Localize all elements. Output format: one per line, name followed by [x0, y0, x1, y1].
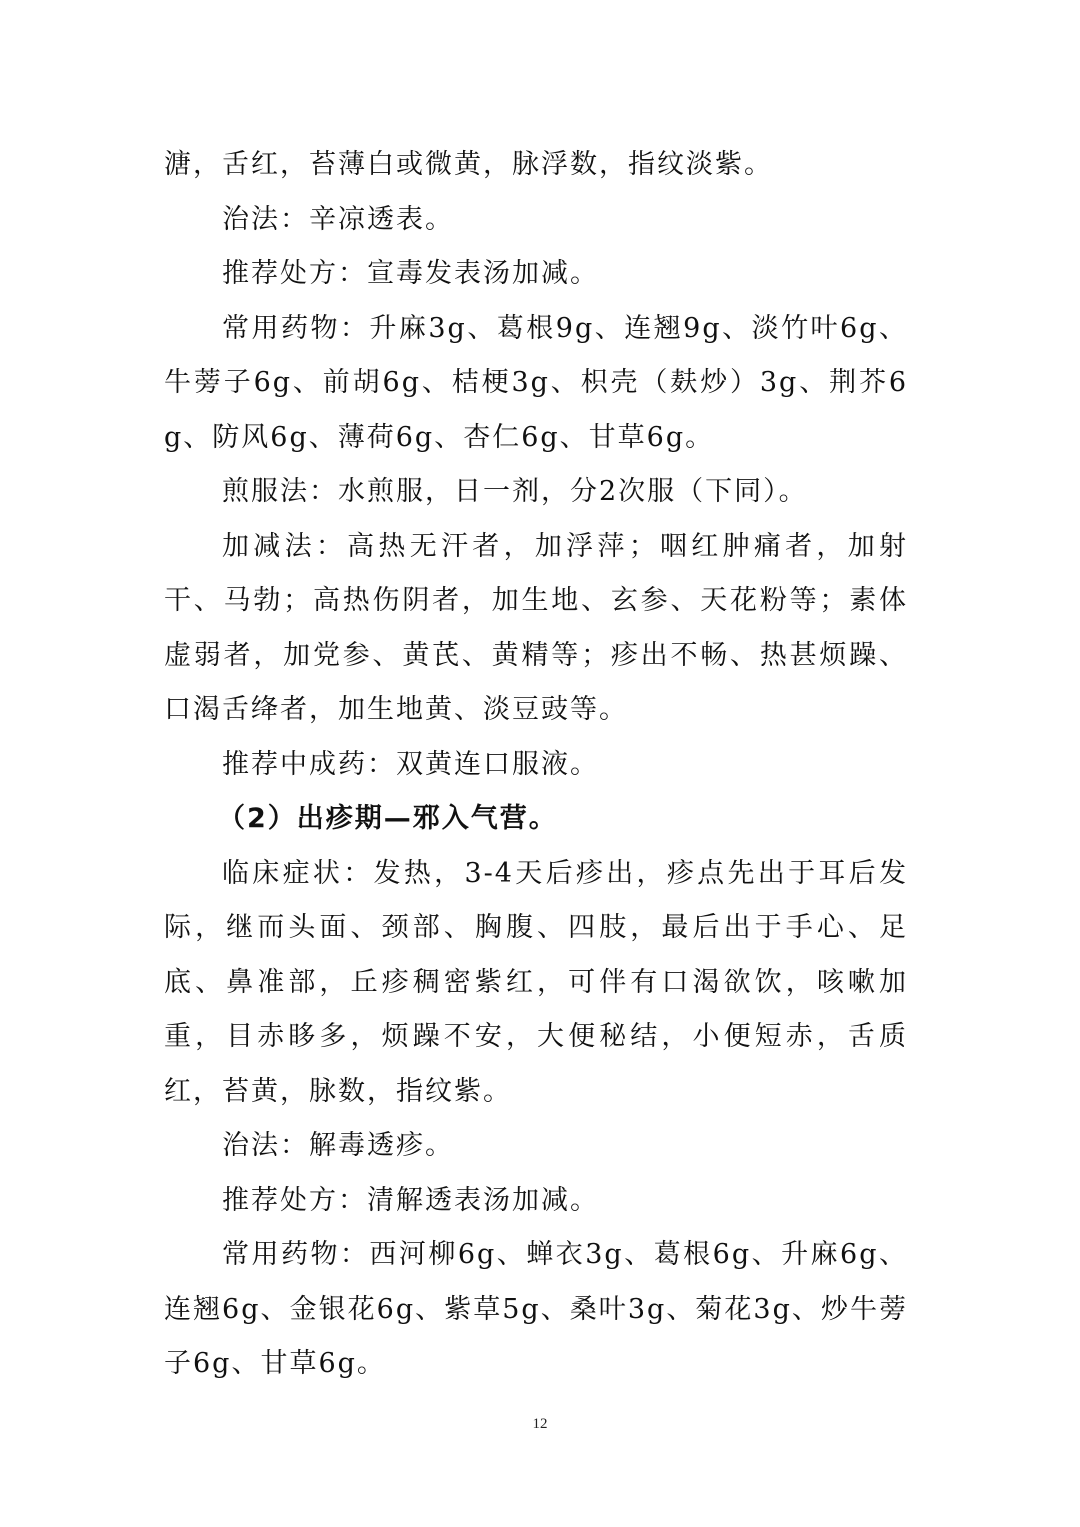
recommended-prescription-paragraph-2: 推荐处方：清解透表汤加减。	[222, 1184, 599, 1216]
document-body	[164, 138, 908, 1392]
common-medicines-paragraph-2: 常用药物：西河柳6g、蝉衣3g、葛根6g、升麻6g、连翘6g、金银花6g、紫草5g、桑叶3g、菊花3g、炒牛蒡子6g、甘草6g。	[164, 1239, 908, 1379]
common-medicines-paragraph: 常用药物：升麻3g、葛根9g、连翘9g、淡竹叶6g、牛蒡子6g、前胡6g、桔梗3g、枳壳（麸炒）3g、荆芥6g、防风6g、薄荷6g、杏仁6g、甘草6g。	[164, 312, 908, 453]
section-heading-rash-stage: （2）出疹期—邪入气营。	[218, 803, 558, 834]
treatment-method-paragraph: 治法：辛凉透表。	[222, 203, 454, 235]
treatment-method-paragraph-2: 治法：解毒透疹。	[222, 1130, 454, 1161]
page-number: 12	[532, 1416, 548, 1432]
decoction-method-paragraph: 煎服法：水煎服，日一剂，分2次服（下同）。	[222, 476, 808, 507]
clinical-symptoms-paragraph: 临床症状：发热，3-4天后疹出，疹点先出于耳后发际，继而头面、颈部、胸腹、四肢，最后出于手心、足底、鼻准部，丘疹稠密紫红，可伴有口渴欲饮，咳嗽加重，目赤眵多，烦躁不安，大便秘结，小便短赤，舌质红，苔黄，脉数，指纹紫。	[164, 857, 908, 1107]
symptom-continuation-paragraph: 溏，舌红，苔薄白或微黄，脉浮数，指纹淡紫。	[164, 149, 773, 180]
modification-paragraph: 加减法：高热无汗者，加浮萍；咽红肿痛者，加射干、马勃；高热伤阴者，加生地、玄参、天花粉等；素体虚弱者，加党参、黄芪、黄精等；疹出不畅、热甚烦躁、口渴舌绛者，加生地黄、淡豆豉等。	[164, 530, 908, 725]
recommended-prescription-paragraph: 推荐处方：宣毒发表汤加减。	[222, 258, 599, 289]
recommended-patent-medicine-paragraph: 推荐中成药：双黄连口服液。	[222, 748, 599, 780]
